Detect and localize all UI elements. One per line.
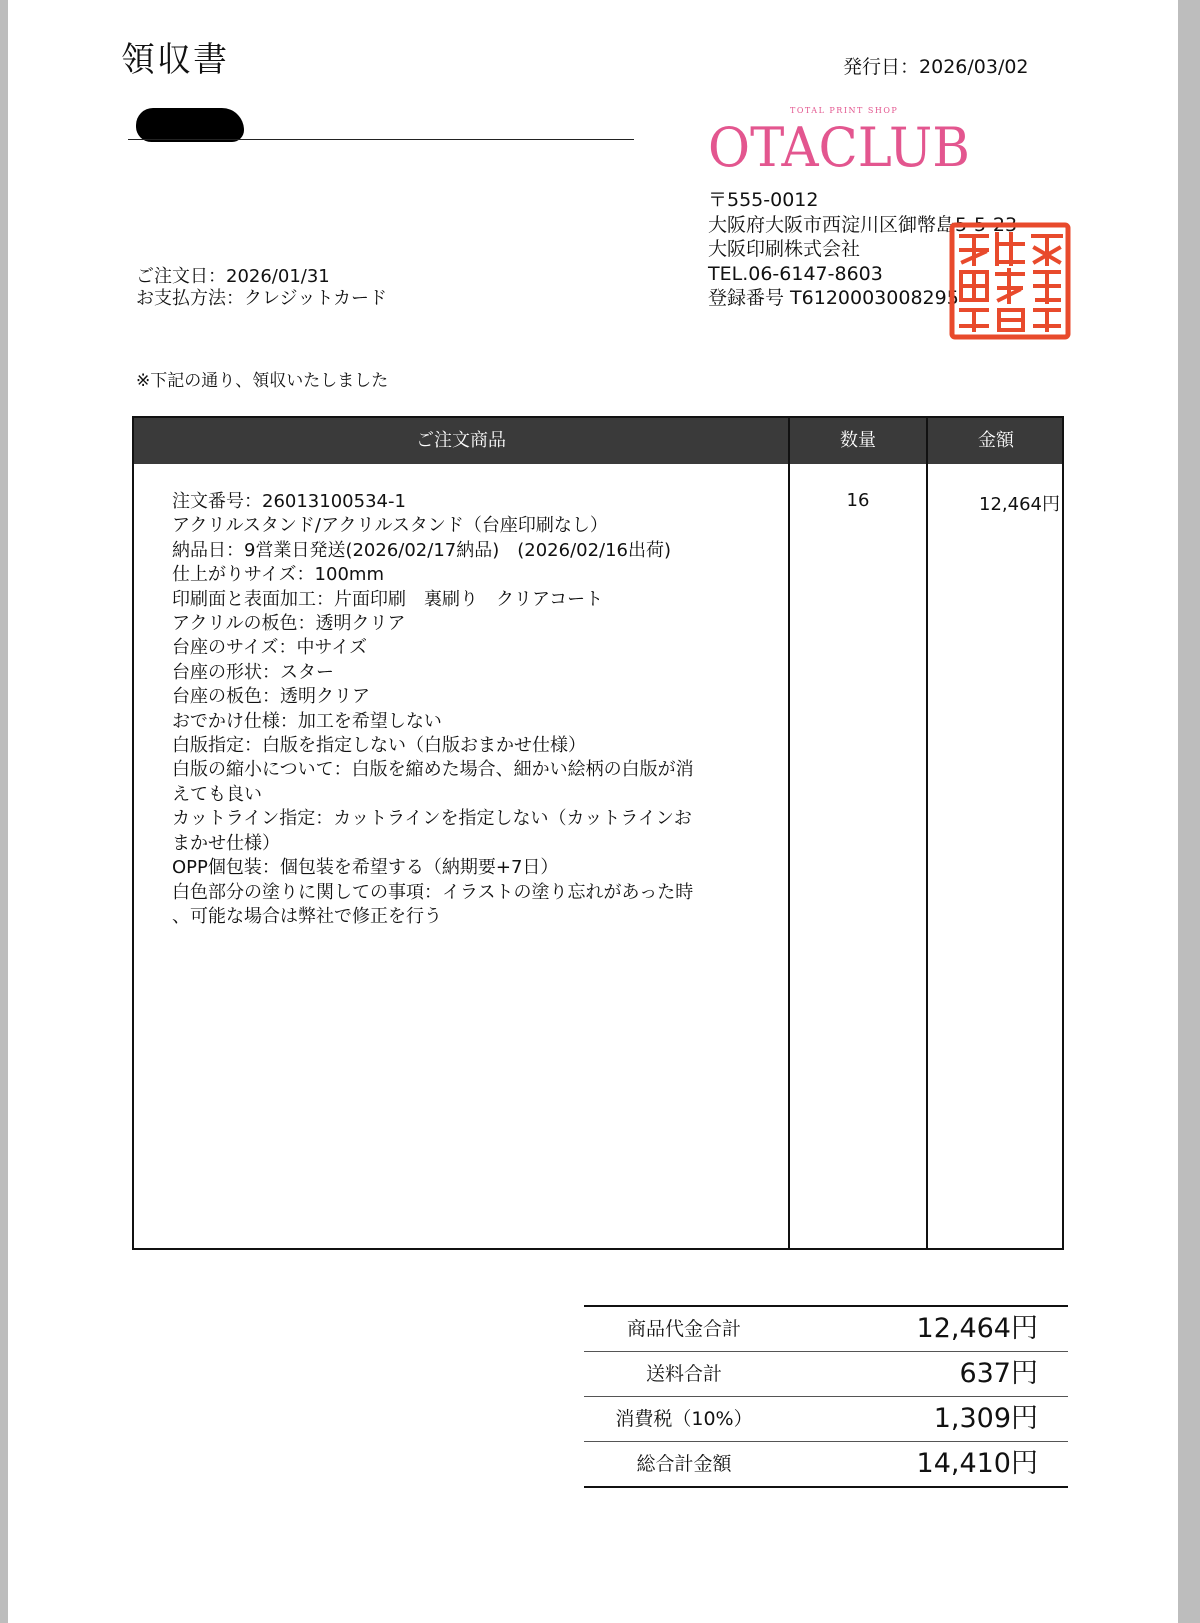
document-title: 領収書 xyxy=(121,40,229,80)
total-label: 商品代金合計 xyxy=(626,1318,741,1340)
item-description xyxy=(172,490,772,929)
receipt-page xyxy=(8,0,1178,1623)
item-line: 台座の形状：スター xyxy=(172,661,334,683)
total-row-tax xyxy=(584,1397,1068,1442)
item-line: アクリルスタンド/アクリルスタンド（台座印刷なし） xyxy=(172,515,608,537)
order-info xyxy=(136,266,387,310)
total-value: 637円 xyxy=(959,1358,1038,1389)
payment-method: お支払方法：クレジットカード xyxy=(136,288,388,309)
total-label: 消費税（10%） xyxy=(615,1408,753,1430)
item-amount: 12,464円 xyxy=(979,494,1060,515)
item-line: 印刷面と表面加工：片面印刷 裏刷り クリアコート xyxy=(172,588,604,610)
issue-date xyxy=(843,52,1029,79)
item-line: 白版指定：白版を指定しない（白版おまかせ仕様） xyxy=(172,735,586,757)
table-header xyxy=(134,418,1062,464)
item-line: 注文番号：26013100534-1 xyxy=(172,491,406,512)
total-row-grand-total xyxy=(584,1442,1068,1488)
item-line: 、可能な場合は弊社で修正を行う xyxy=(172,905,442,927)
company-name: 大阪印刷株式会社 xyxy=(708,238,861,260)
item-line: 白版の縮小について：白版を縮めた場合、細かい絵柄の白版が消 xyxy=(172,759,694,781)
total-value: 1,309円 xyxy=(933,1403,1038,1434)
recipient-name-underline xyxy=(128,139,634,140)
total-row-shipping xyxy=(584,1352,1068,1397)
issue-date-label: 発行日： xyxy=(843,56,920,78)
item-line: カットライン指定：カットラインを指定しない（カットラインお xyxy=(172,808,692,830)
item-line: まかせ仕様） xyxy=(172,832,280,854)
item-line: OPP個包装：個包装を希望する（納期要+7日） xyxy=(172,857,559,879)
logo-text: OTACLUB xyxy=(708,116,970,178)
receipt-note: ※下記の通り、領収いたしました xyxy=(136,371,389,391)
item-line: 白色部分の塗りに関しての事項：イラストの塗り忘れがあった時 xyxy=(172,881,694,903)
item-line: 納品日：9営業日発送(2026/02/17納品) (2026/02/16出荷) xyxy=(172,539,672,561)
total-value: 14,410円 xyxy=(916,1448,1038,1479)
company-postal: 〒555-0012 xyxy=(708,189,819,211)
total-row-subtotal xyxy=(584,1305,1068,1352)
total-value: 12,464円 xyxy=(916,1313,1038,1344)
item-line: えても良い xyxy=(172,783,262,805)
header-product: ご注文商品 xyxy=(416,430,506,451)
logo-tagline: TOTAL PRINT SHOP xyxy=(790,106,899,115)
column-divider xyxy=(926,418,928,1248)
total-label: 送料合計 xyxy=(645,1363,722,1385)
otaclub-logo xyxy=(708,102,978,178)
redacted-recipient-name xyxy=(136,108,244,142)
issue-date-value: 2026/03/02 xyxy=(919,56,1029,78)
total-label: 総合計金額 xyxy=(636,1453,732,1475)
item-line: 台座のサイズ：中サイズ xyxy=(172,637,368,659)
item-line: アクリルの板色：透明クリア xyxy=(172,613,406,635)
item-line: おでかけ仕様：加工を希望しない xyxy=(172,710,442,732)
item-line: 台座の板色：透明クリア xyxy=(172,686,370,708)
company-registration: 登録番号 T6120003008295 xyxy=(708,287,959,309)
company-tel: TEL.06-6147-8603 xyxy=(708,262,883,285)
order-date: ご注文日：2026/01/31 xyxy=(136,266,330,287)
company-address: 大阪府大阪市西淀川区御幣島5-5-23 xyxy=(708,213,1018,236)
header-quantity: 数量 xyxy=(840,430,876,451)
column-divider xyxy=(788,418,790,1248)
item-quantity: 16 xyxy=(846,490,870,511)
order-items-table xyxy=(132,416,1064,1250)
item-line: 仕上がりサイズ：100mm xyxy=(172,564,384,586)
header-amount: 金額 xyxy=(978,430,1014,451)
totals-summary xyxy=(584,1305,1068,1488)
company-seal-stamp xyxy=(949,222,1071,340)
